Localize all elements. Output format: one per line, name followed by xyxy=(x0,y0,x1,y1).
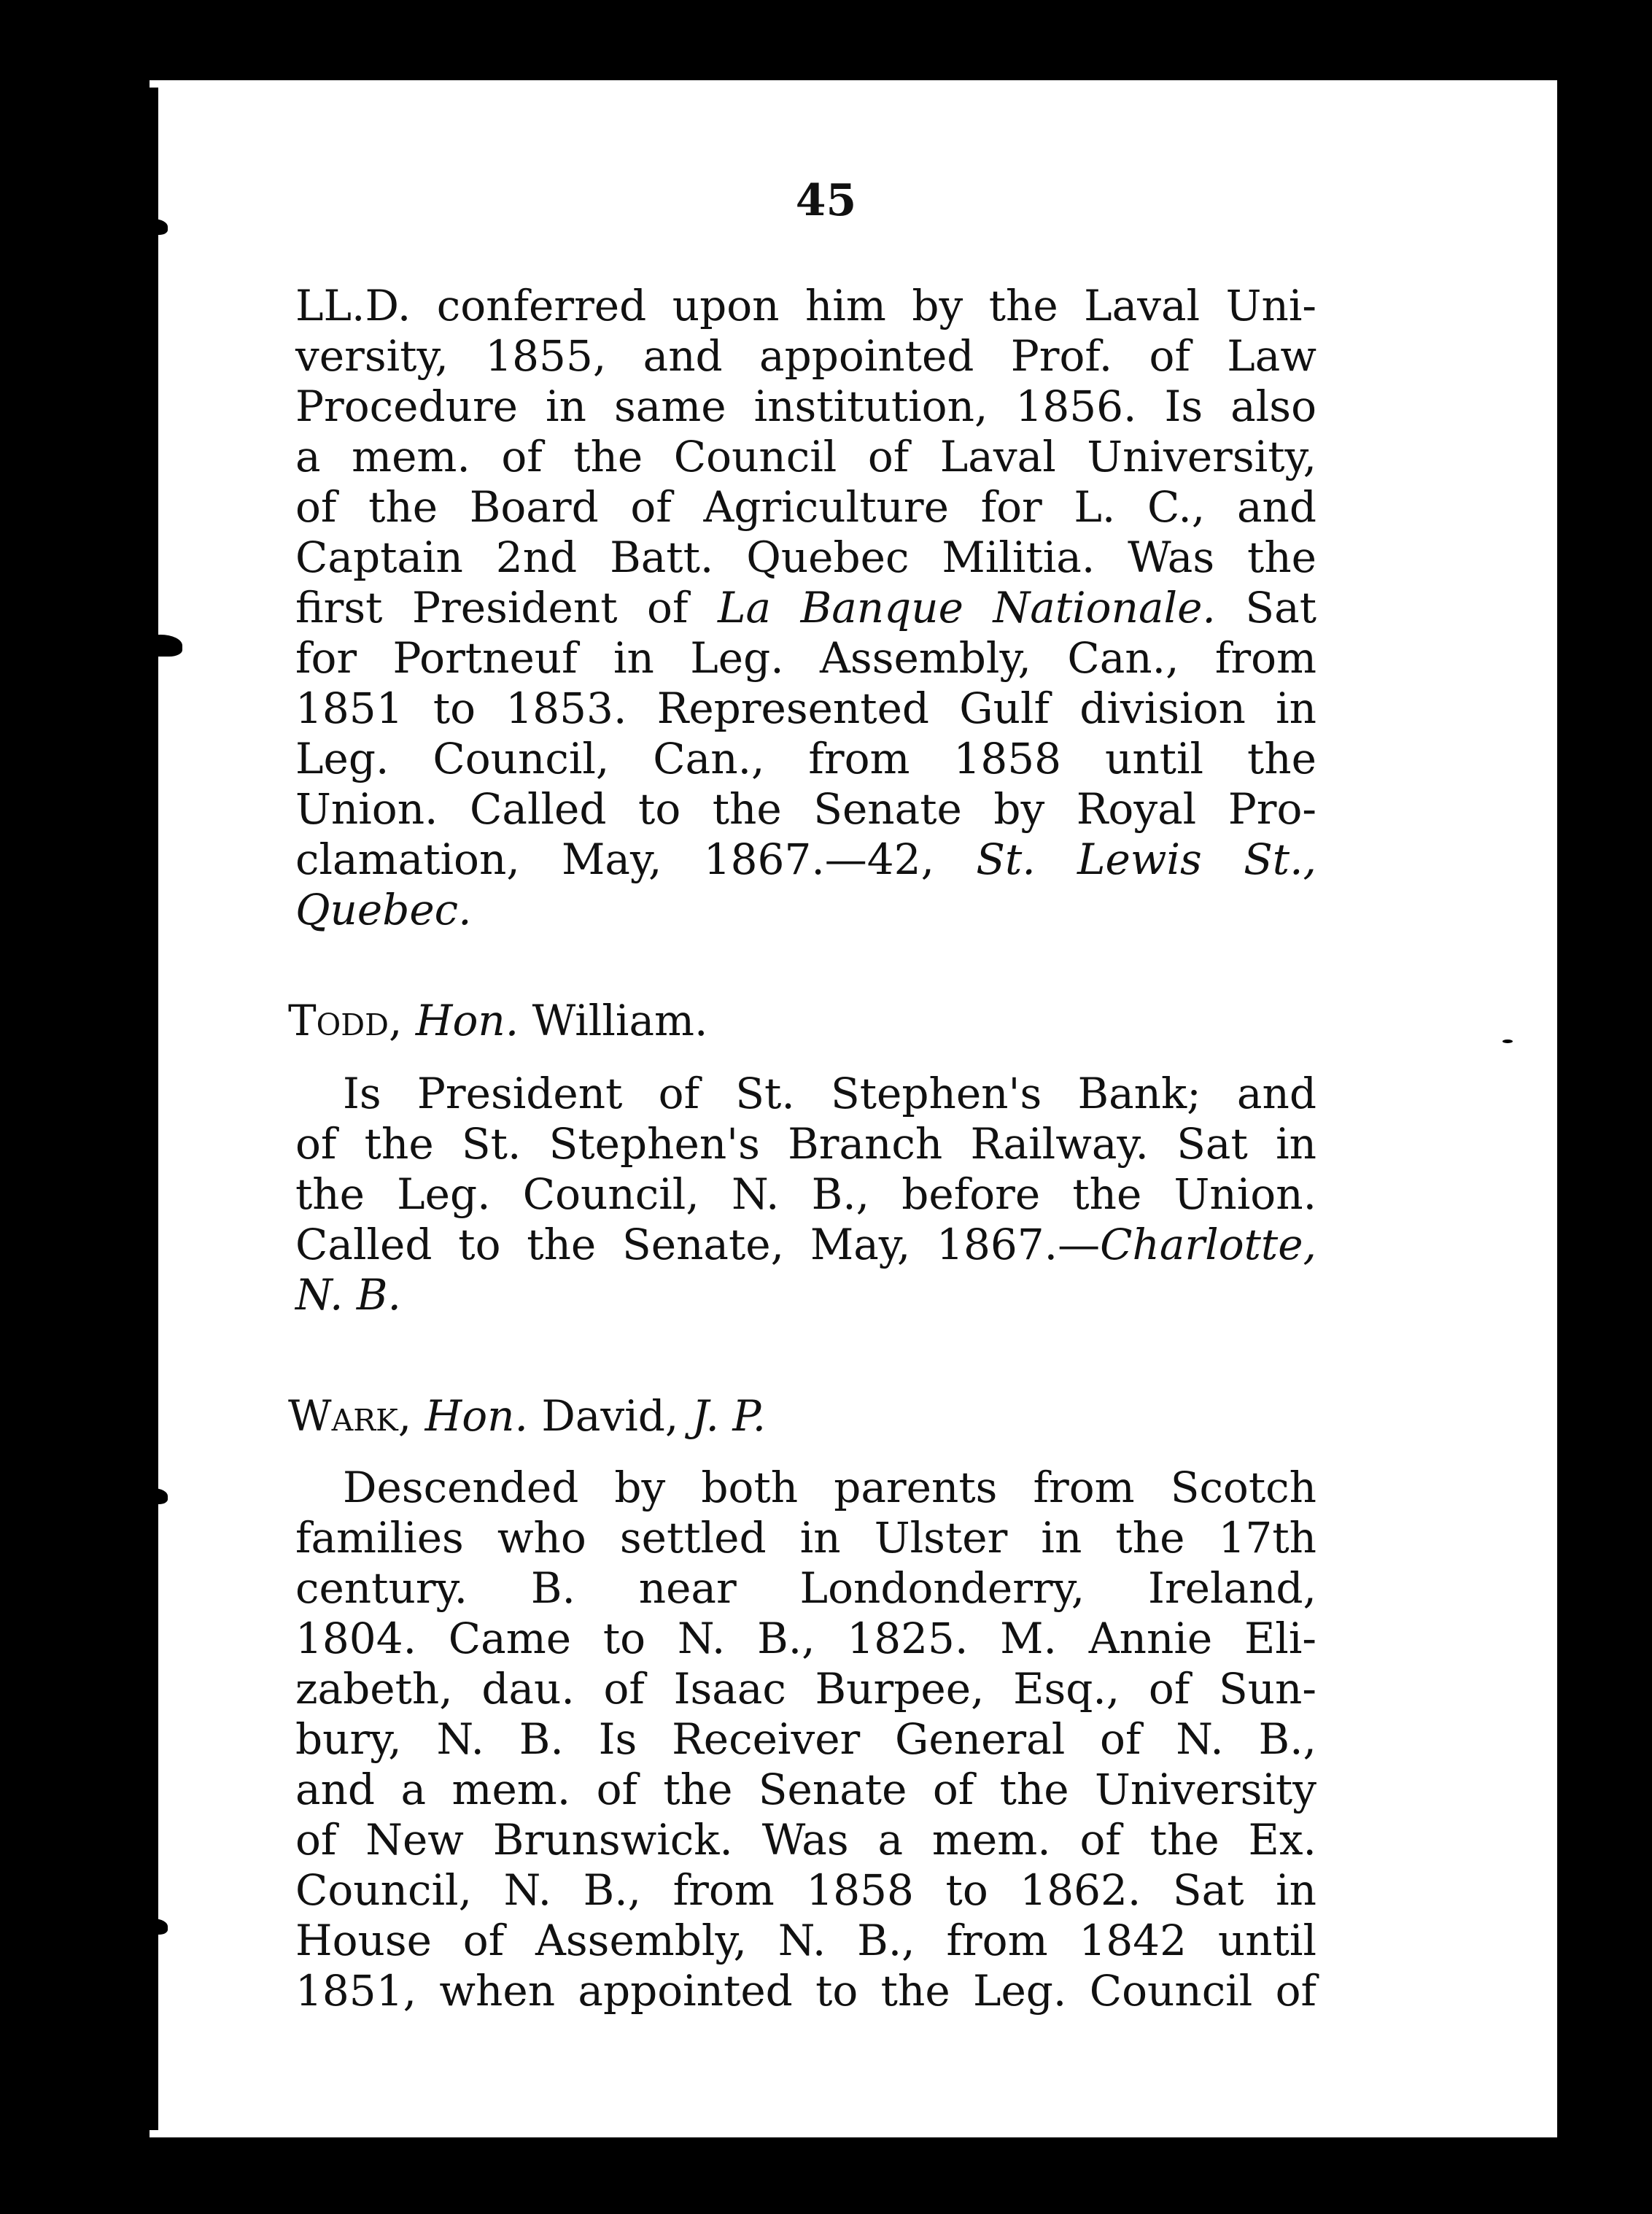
text-line xyxy=(295,583,1316,633)
address-province: N. B. xyxy=(295,1270,401,1320)
text-line: zabeth, dau. of Isaac Burpee, Esq., of Sun- xyxy=(295,1664,1316,1714)
text-line: Is President of St. Stephen's Bank; and xyxy=(343,1069,1316,1118)
honorific: Hon. xyxy=(415,996,519,1045)
text-line: Union. Called to the Senate by Royal Pro- xyxy=(295,784,1316,834)
text-run: Sat xyxy=(1245,583,1316,632)
text-line: bury, N. B. Is Receiver General of N. B., xyxy=(295,1714,1316,1764)
edge-speck xyxy=(1502,1040,1513,1043)
text-line xyxy=(295,835,1316,885)
binding-notch xyxy=(139,1919,168,1935)
text-line: 1851, when appointed to the Leg. Council of xyxy=(295,1966,1316,2016)
name-suffix: J. P. xyxy=(691,1391,767,1441)
text-line: House of Assembly, N. B., from 1842 until xyxy=(295,1916,1316,1965)
surname: Wark xyxy=(288,1391,398,1441)
address-city: Quebec. xyxy=(295,885,472,934)
text-line: Procedure in same institution, 1856. Is also xyxy=(295,382,1316,431)
text-line: families who settled in Ulster in the 17th xyxy=(295,1513,1316,1563)
text-run: clamation, May, 1867.—42, xyxy=(295,835,935,884)
binding-notch xyxy=(139,1488,168,1504)
text-run: Called to the Senate, May, 1867.— xyxy=(295,1220,1101,1269)
text-line: of the Board of Agriculture for L. C., and xyxy=(295,482,1316,532)
text-line xyxy=(295,885,1316,935)
entry-heading-wark: Wark, Hon. David, J. P. xyxy=(288,1391,767,1441)
text-line: and a mem. of the Senate of the University xyxy=(295,1765,1316,1814)
text-line: the Leg. Council, N. B., before the Union. xyxy=(295,1169,1316,1219)
text-line: Captain 2nd Batt. Quebec Militia. Was the xyxy=(295,533,1316,582)
text-line: 1804. Came to N. B., 1825. M. Annie Eli- xyxy=(295,1614,1316,1663)
entry-body-wark xyxy=(295,1463,1316,2016)
entry-body-todd xyxy=(295,1069,1316,1320)
text-line: century. B. near Londonderry, Ireland, xyxy=(295,1563,1316,1613)
address: Charlotte, xyxy=(1100,1220,1316,1269)
text-line: Council, N. B., from 1858 to 1862. Sat in xyxy=(295,1865,1316,1915)
text-line xyxy=(295,1220,1316,1270)
text-line: Descended by both parents from Scotch xyxy=(343,1463,1316,1512)
text-line: LL.D. conferred upon him by the Laval Uni- xyxy=(295,281,1316,330)
binding-edge xyxy=(150,88,158,2130)
text-line: versity, 1855, and appointed Prof. of Law xyxy=(295,331,1316,381)
surname: Todd xyxy=(288,996,389,1045)
text-line: of the St. Stephen's Branch Railway. Sat in xyxy=(295,1119,1316,1169)
address: St. Lewis St., xyxy=(976,835,1316,884)
binding-notch xyxy=(139,635,182,657)
bank-name: La Banque Nationale. xyxy=(717,583,1216,632)
text-line: Leg. Council, Can., from 1858 until the xyxy=(295,734,1316,783)
continuation-paragraph xyxy=(295,281,1316,935)
text-run: first President of xyxy=(295,583,689,632)
text-line: 1851 to 1853. Represented Gulf division in xyxy=(295,684,1316,733)
text-line xyxy=(295,1270,1316,1320)
text-line: a mem. of the Council of Laval University, xyxy=(295,432,1316,481)
text-line: for Portneuf in Leg. Assembly, Can., from xyxy=(295,633,1316,683)
text-line: of New Brunswick. Was a mem. of the Ex. xyxy=(295,1815,1316,1865)
honorific: Hon. xyxy=(424,1391,528,1441)
edge-speck xyxy=(64,1740,70,1746)
entry-heading-todd: Todd, Hon. William. xyxy=(288,996,708,1045)
page-number: 45 xyxy=(795,175,857,226)
given-name: David, xyxy=(541,1391,679,1441)
given-name: William. xyxy=(532,996,708,1045)
